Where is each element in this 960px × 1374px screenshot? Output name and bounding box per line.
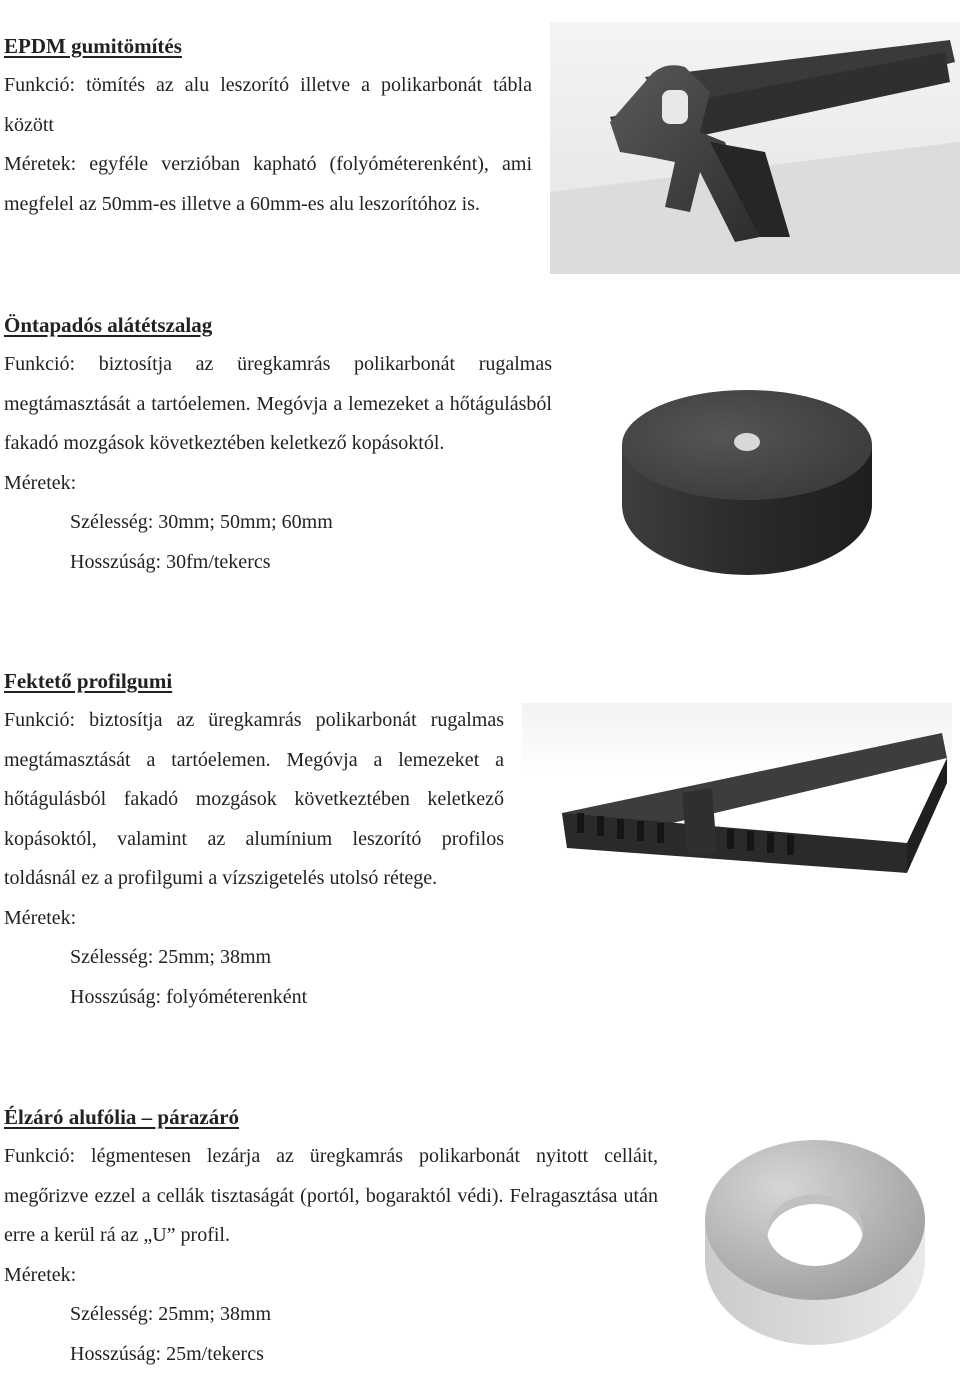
function-text: Funkció: légmentesen lezárja az üregkamrás polikarbonát nyitott celláit, megőrizve ezzel a cellák tisztaságát (portól, bogaraktól védi). Felragasztása után erre a kerül rá az „U” profil. bbox=[4, 1137, 658, 1256]
alu-foil-roll-icon bbox=[695, 1125, 935, 1350]
epdm-profile-icon bbox=[550, 22, 960, 274]
dimension-width: Szélesség: 25mm; 38mm bbox=[4, 1295, 658, 1335]
section-title: Fektető profilgumi bbox=[4, 661, 504, 701]
section-title: EPDM gumitömítés bbox=[4, 26, 532, 66]
dimensions-label: Méretek: bbox=[4, 1256, 658, 1296]
section-tape bbox=[4, 305, 552, 582]
dimensions-label: Méretek: bbox=[4, 464, 552, 504]
section-epdm bbox=[4, 26, 532, 224]
ribbed-profile-icon bbox=[522, 703, 952, 903]
dimension-width: Szélesség: 30mm; 50mm; 60mm bbox=[4, 503, 552, 543]
function-text: Funkció: tömítés az alu leszorító illetve a polikarbonát tábla között bbox=[4, 66, 532, 145]
dimensions-text: Méretek: egyféle verzióban kapható (folyóméterenként), ami megfelel az 50mm-es illetve a 60mm-es alu leszorítóhoz is. bbox=[4, 145, 532, 224]
section-title: Élzáró alufólia – párazáró bbox=[4, 1097, 658, 1137]
section-title: Öntapadós alátétszalag bbox=[4, 305, 552, 345]
section-alufoil bbox=[4, 1097, 658, 1374]
dimension-length: Hosszúság: folyóméterenként bbox=[4, 978, 504, 1018]
function-text: Funkció: biztosítja az üregkamrás polikarbonát rugalmas megtámasztását a tartóelemen. Megóvja a lemezeket a hőtágulásból fakadó mozgások következtében keletkező kopásoktól, valamint az alumínium leszorító profilos toldásnál ez a profilgumi a vízszigetelés utolsó rétege. bbox=[4, 701, 504, 899]
dimension-length: Hosszúság: 30fm/tekercs bbox=[4, 543, 552, 583]
tape-roll-icon bbox=[612, 385, 882, 595]
function-text: Funkció: biztosítja az üregkamrás polikarbonát rugalmas megtámasztását a tartóelemen. Megóvja a lemezeket a hőtágulásból fakadó mozgások következtében keletkező kopásoktól. bbox=[4, 345, 552, 464]
dimension-length: Hosszúság: 25m/tekercs bbox=[4, 1335, 658, 1374]
dimensions-label: Méretek: bbox=[4, 899, 504, 939]
section-profile bbox=[4, 661, 504, 1017]
dimension-width: Szélesség: 25mm; 38mm bbox=[4, 938, 504, 978]
